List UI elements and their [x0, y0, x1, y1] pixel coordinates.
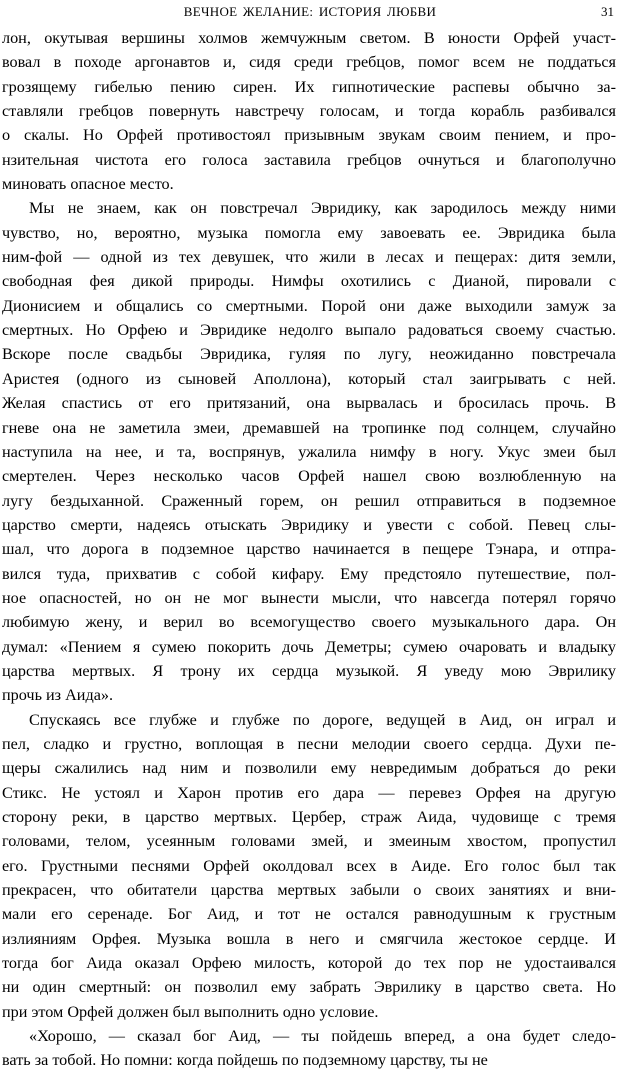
text-line: прочь из Аида».: [2, 686, 114, 705]
text-line: его. Грустными песнями Орфей околдовал всех в Аиде. Его голос был так: [2, 856, 616, 875]
text-line: Спускаясь все глубже и глубже по дороге, ведущей в Аид, он играл и: [29, 710, 616, 729]
text-line: «Хорошо, — сказал бог Аид, — ты пойдешь вперед, а она будет следо-: [29, 1027, 616, 1046]
text-line: царства мертвых. Я трону их сердца музыкой. Я уведу мою Эврилику: [2, 661, 616, 680]
body-text: [2, 26, 616, 1073]
text-line: головами, телом, усеянным головами змей, и змеиным хвостом, пропустил: [2, 832, 616, 851]
running-title: ВЕЧНОЕ ЖЕЛАНИЕ: ИСТОРИЯ ЛЮБВИ: [183, 4, 437, 19]
text-line: наступила на нее, и та, воспрянув, ужалила нимфу в ногу. Укус змеи был: [2, 442, 616, 461]
text-line: ни один смертный: он позволил ему забрать Эврилику в царство света. Но: [2, 978, 616, 997]
text-line: миновать опасное место.: [2, 175, 174, 194]
text-line: Дионисием и общались со смертными. Порой они даже выходили замуж за: [2, 296, 616, 315]
text-line: мали его серенаде. Бог Аид, и тот не остался равнодушным к грустным: [2, 905, 616, 924]
text-line: Стикс. Не устоял и Харон против его дара — перевез Орфея на другую: [2, 783, 616, 802]
paragraph: [2, 26, 616, 196]
text-line: ное опасностей, но он не мог вынести мысли, что навсегда потерял горячо: [2, 588, 616, 607]
text-line: свободная фея дикой природы. Нимфы охотились с Дианой, пировали с: [2, 272, 616, 291]
text-line: гневе она не заметила змеи, дремавшей на тропинке под солнцем, случайно: [2, 418, 616, 437]
text-line: думал: «Пением я сумею покорить дочь Деметры; сумею очаровать и владыку: [2, 637, 616, 656]
text-line: вать за тобой. Но помни: когда пойдешь по подземному царству, ты не: [2, 1051, 488, 1070]
text-line: смертных. Но Орфею и Эвридике недолго выпало радоваться своему счастью.: [2, 321, 616, 340]
text-line: шал, что дорога в подземное царство начинается в пещере Тэнара, и отпра-: [2, 540, 616, 559]
text-line: лугу бездыханной. Сраженный горем, он решил отправиться в подземное: [2, 491, 616, 510]
text-line: пел, сладко и грустно, воплощая в песни мелодии своего сердца. Духи пе-: [2, 734, 616, 753]
text-line: Вскоре после свадьбы Эвридика, гуляя по лугу, неожиданно повстречала: [2, 345, 616, 364]
page-number: 31: [601, 4, 614, 19]
paragraph: [2, 708, 616, 1024]
text-line: о скалы. Но Орфей противостоял призывным звукам своим пением, и про-: [2, 126, 616, 145]
text-line: любимую жену, и верил во всемогущество своего музыкального дара. Он: [2, 613, 616, 632]
text-line: вился туда, прихватив с собой кифару. Ему предстояло путешествие, пол-: [2, 564, 616, 583]
text-line: Аристея (одного из сыновей Аполлона), который стал заигрывать с ней.: [2, 369, 616, 388]
text-line: прекрасен, что обитатели царства мертвых забыли о своих занятиях и вни-: [2, 881, 616, 900]
text-line: лон, окутывая вершины холмов жемчужным светом. В юности Орфей участ-: [2, 29, 616, 47]
paragraph: [2, 196, 616, 707]
running-head: [0, 2, 620, 22]
text-line: грозящему гибелью пению сирен. Их гипнотические распевы обычно за-: [2, 77, 616, 96]
text-line: чувство, но, вероятно, музыка помогла ему завоевать ее. Эвридика была: [2, 223, 616, 242]
text-line: излияниям Орфея. Музыка вошла в него и смягчила жестокое сердце. И: [2, 929, 616, 948]
text-line: тогда бог Аида оказал Орфею милость, которой до тех пор не удостаивался: [2, 954, 616, 973]
text-line: ним-фой — одной из тех девушек, что жили в лесах и пещерах: дитя земли,: [2, 248, 616, 267]
text-line: сторону реки, в царство мертвых. Цербер, страж Аида, чудовище с тремя: [2, 808, 616, 826]
paragraph: [2, 1024, 616, 1073]
text-line: ставляли гребцов повернуть навстречу голосам, и тогда корабль разбивался: [2, 102, 616, 121]
text-line: Мы не знаем, как он повстречал Эвридику, как зародилось между ними: [29, 199, 616, 218]
text-line: царство смерти, надеясь отыскать Эвридику и увести с собой. Певец слы-: [2, 515, 616, 534]
text-line: Желая спастись от его притязаний, она вырвалась и бросилась прочь. В: [2, 394, 616, 413]
text-line: смертелен. Через несколько часов Орфей нашел свою возлюбленную на: [2, 467, 616, 486]
text-line: щеры сжалились над ним и позволили ему невредимым добраться до реки: [2, 759, 616, 778]
text-line: вовал в походе аргонавтов и, сидя среди гребцов, помог всем не поддаться: [2, 53, 616, 72]
text-line: при этом Орфей должен был выполнить одно условие.: [2, 1002, 379, 1021]
text-line: нзительная чистота его голоса заставила гребцов очнуться и благополучно: [2, 150, 616, 169]
